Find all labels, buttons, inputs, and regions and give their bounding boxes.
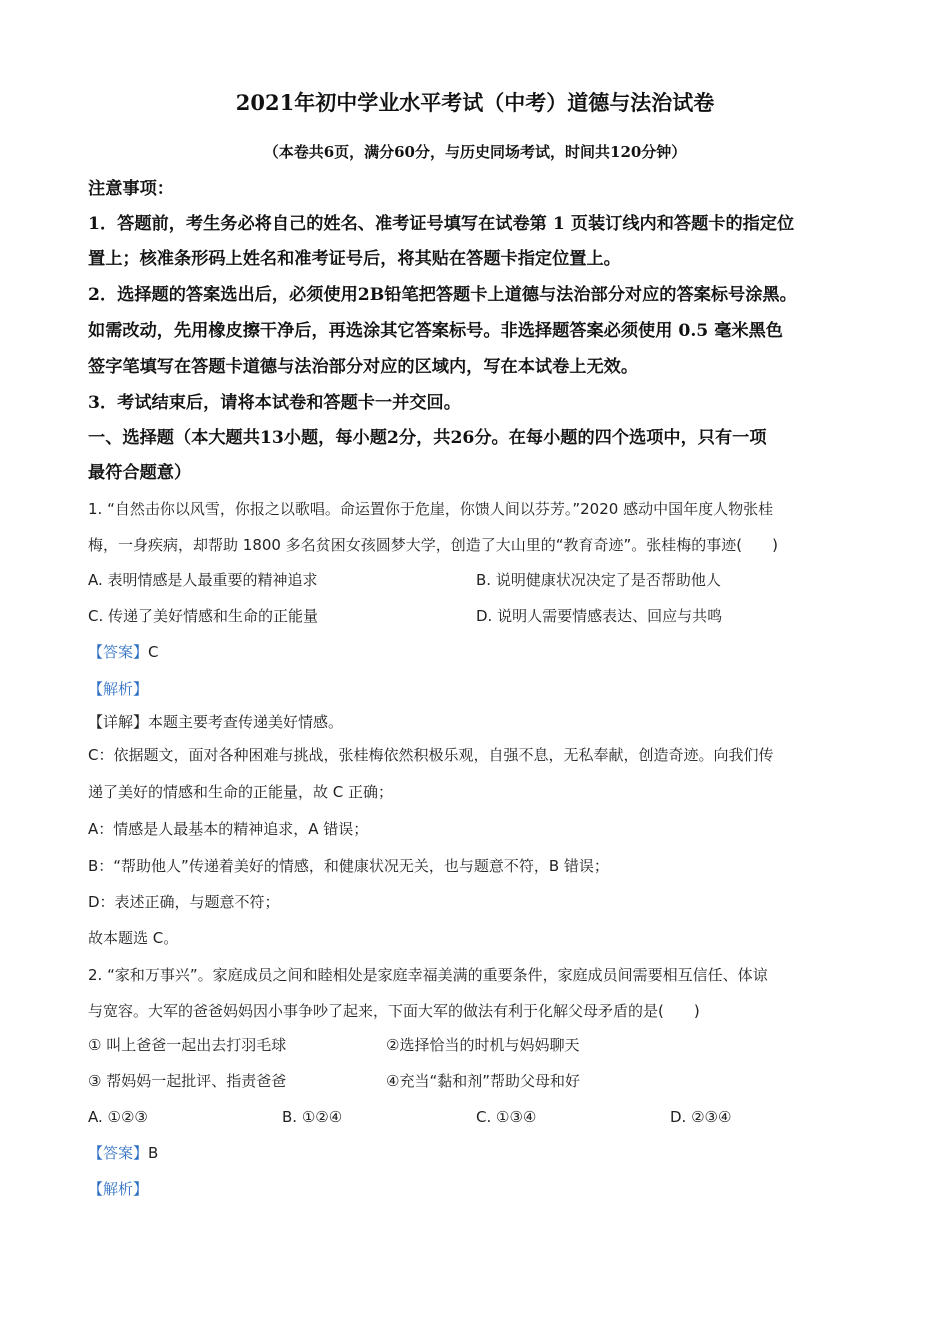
q1-explain-b: B：“帮助他人”传递着美好的情感，和健康状况无关，也与题意不符，B 错误； xyxy=(88,857,609,875)
q1-answer xyxy=(88,639,868,665)
section-heading-line-2: 最符合题意） xyxy=(88,463,192,483)
answer-value: B xyxy=(148,1144,159,1162)
q1-explain-a: A：情感是人最基本的精神追求，A 错误； xyxy=(88,820,369,838)
notice-line-5: 签字笔填写在答题卡道德与法治部分对应的区域内，写在本试卷上无效。 xyxy=(88,357,639,377)
notice-line-3: 2．选择题的答案选出后，必须使用2B铅笔把答题卡上道德与法治部分对应的答案标号涂黑。 xyxy=(88,285,797,305)
q1-detail xyxy=(88,709,868,735)
q2-analysis xyxy=(88,1176,868,1202)
q2-item-1: ① 叫上爸爸一起出去打羽毛球 xyxy=(88,1036,287,1054)
q2-stem-line-1: 2. “家和万事兴”。家庭成员之间和睦相处是家庭幸福美满的重要条件，家庭成员间需要相互信任、体谅 xyxy=(88,966,768,984)
q2-option-c: C. ①③④ xyxy=(476,1108,537,1126)
answer-label: 【答案】 xyxy=(88,643,149,661)
q2-option-d: D. ②③④ xyxy=(670,1108,732,1126)
page-title: 2021年初中学业水平考试（中考）道德与法治试卷 xyxy=(235,90,715,115)
q2-item-2: ②选择恰当的时机与妈妈聊天 xyxy=(386,1036,580,1054)
page-subtitle: （本卷共6页，满分60分，与历史同场考试，时间共120分钟） xyxy=(263,143,687,161)
q1-stem-line-1: 1. “自然击你以风雪，你报之以歌唱。命运置你于危崖，你馈人间以芬芳。”2020 感动中国年度人物张桂 xyxy=(88,500,774,518)
q1-explain-c-line-1: C：依据题文，面对各种困难与挑战，张桂梅依然积极乐观，自强不息，无私奉献，创造奇迹。向我们传 xyxy=(88,746,774,764)
q2-item-3: ③ 帮妈妈一起批评、指责爸爸 xyxy=(88,1072,287,1090)
q1-option-b: B. 说明健康状况决定了是否帮助他人 xyxy=(476,571,721,589)
q1-explain-c-line-2: 递了美好的情感和生命的正能量，故 C 正确； xyxy=(88,783,394,801)
detail-text: 本题主要考查传递美好情感。 xyxy=(148,713,344,731)
q2-item-4: ④充当“黏和剂”帮助父母和好 xyxy=(386,1072,580,1090)
q2-stem-line-2: 与宽容。大军的爸爸妈妈因小事争吵了起来，下面大军的做法有利于化解父母矛盾的是( ) xyxy=(88,1002,700,1020)
notice-heading: 注意事项： xyxy=(88,179,174,199)
detail-label: 【详解】 xyxy=(88,713,149,731)
q1-stem-line-2: 梅，一身疾病，却帮助 1800 多名贫困女孩圆梦大学，创造了大山里的“教育奇迹”。张桂梅的事迹( ) xyxy=(88,536,778,554)
q1-conclusion: 故本题选 C。 xyxy=(88,929,179,947)
q2-option-b: B. ①②④ xyxy=(282,1108,343,1126)
notice-line-1: 1．答题前，考生务必将自己的姓名、准考证号填写在试卷第 1 页装订线内和答题卡的指定位 xyxy=(88,214,795,234)
answer-label: 【答案】 xyxy=(88,1144,149,1162)
notice-line-4: 如需改动，先用橡皮擦干净后，再选涂其它答案标号。非选择题答案必须使用 0.5 毫米黑色 xyxy=(88,321,783,341)
analysis-label: 【解析】 xyxy=(88,680,149,698)
notice-line-2: 置上；核准条形码上姓名和准考证号后，将其贴在答题卡指定位置上。 xyxy=(88,249,621,269)
q2-answer xyxy=(88,1140,868,1166)
answer-value: C xyxy=(148,643,159,661)
q1-analysis xyxy=(88,676,868,702)
analysis-label: 【解析】 xyxy=(88,1180,149,1198)
notice-line-6: 3．考试结束后，请将本试卷和答题卡一并交回。 xyxy=(88,393,461,413)
q1-option-d: D. 说明人需要情感表达、回应与共鸣 xyxy=(476,607,723,625)
section-heading-line-1: 一、选择题（本大题共13小题，每小题2分，共26分。在每小题的四个选项中，只有一项 xyxy=(88,428,767,448)
q2-option-a: A. ①②③ xyxy=(88,1108,148,1126)
q1-explain-d: D：表述正确，与题意不符； xyxy=(88,893,280,911)
q1-option-c: C. 传递了美好情感和生命的正能量 xyxy=(88,607,319,625)
q1-option-a: A. 表明情感是人最重要的精神追求 xyxy=(88,571,318,589)
